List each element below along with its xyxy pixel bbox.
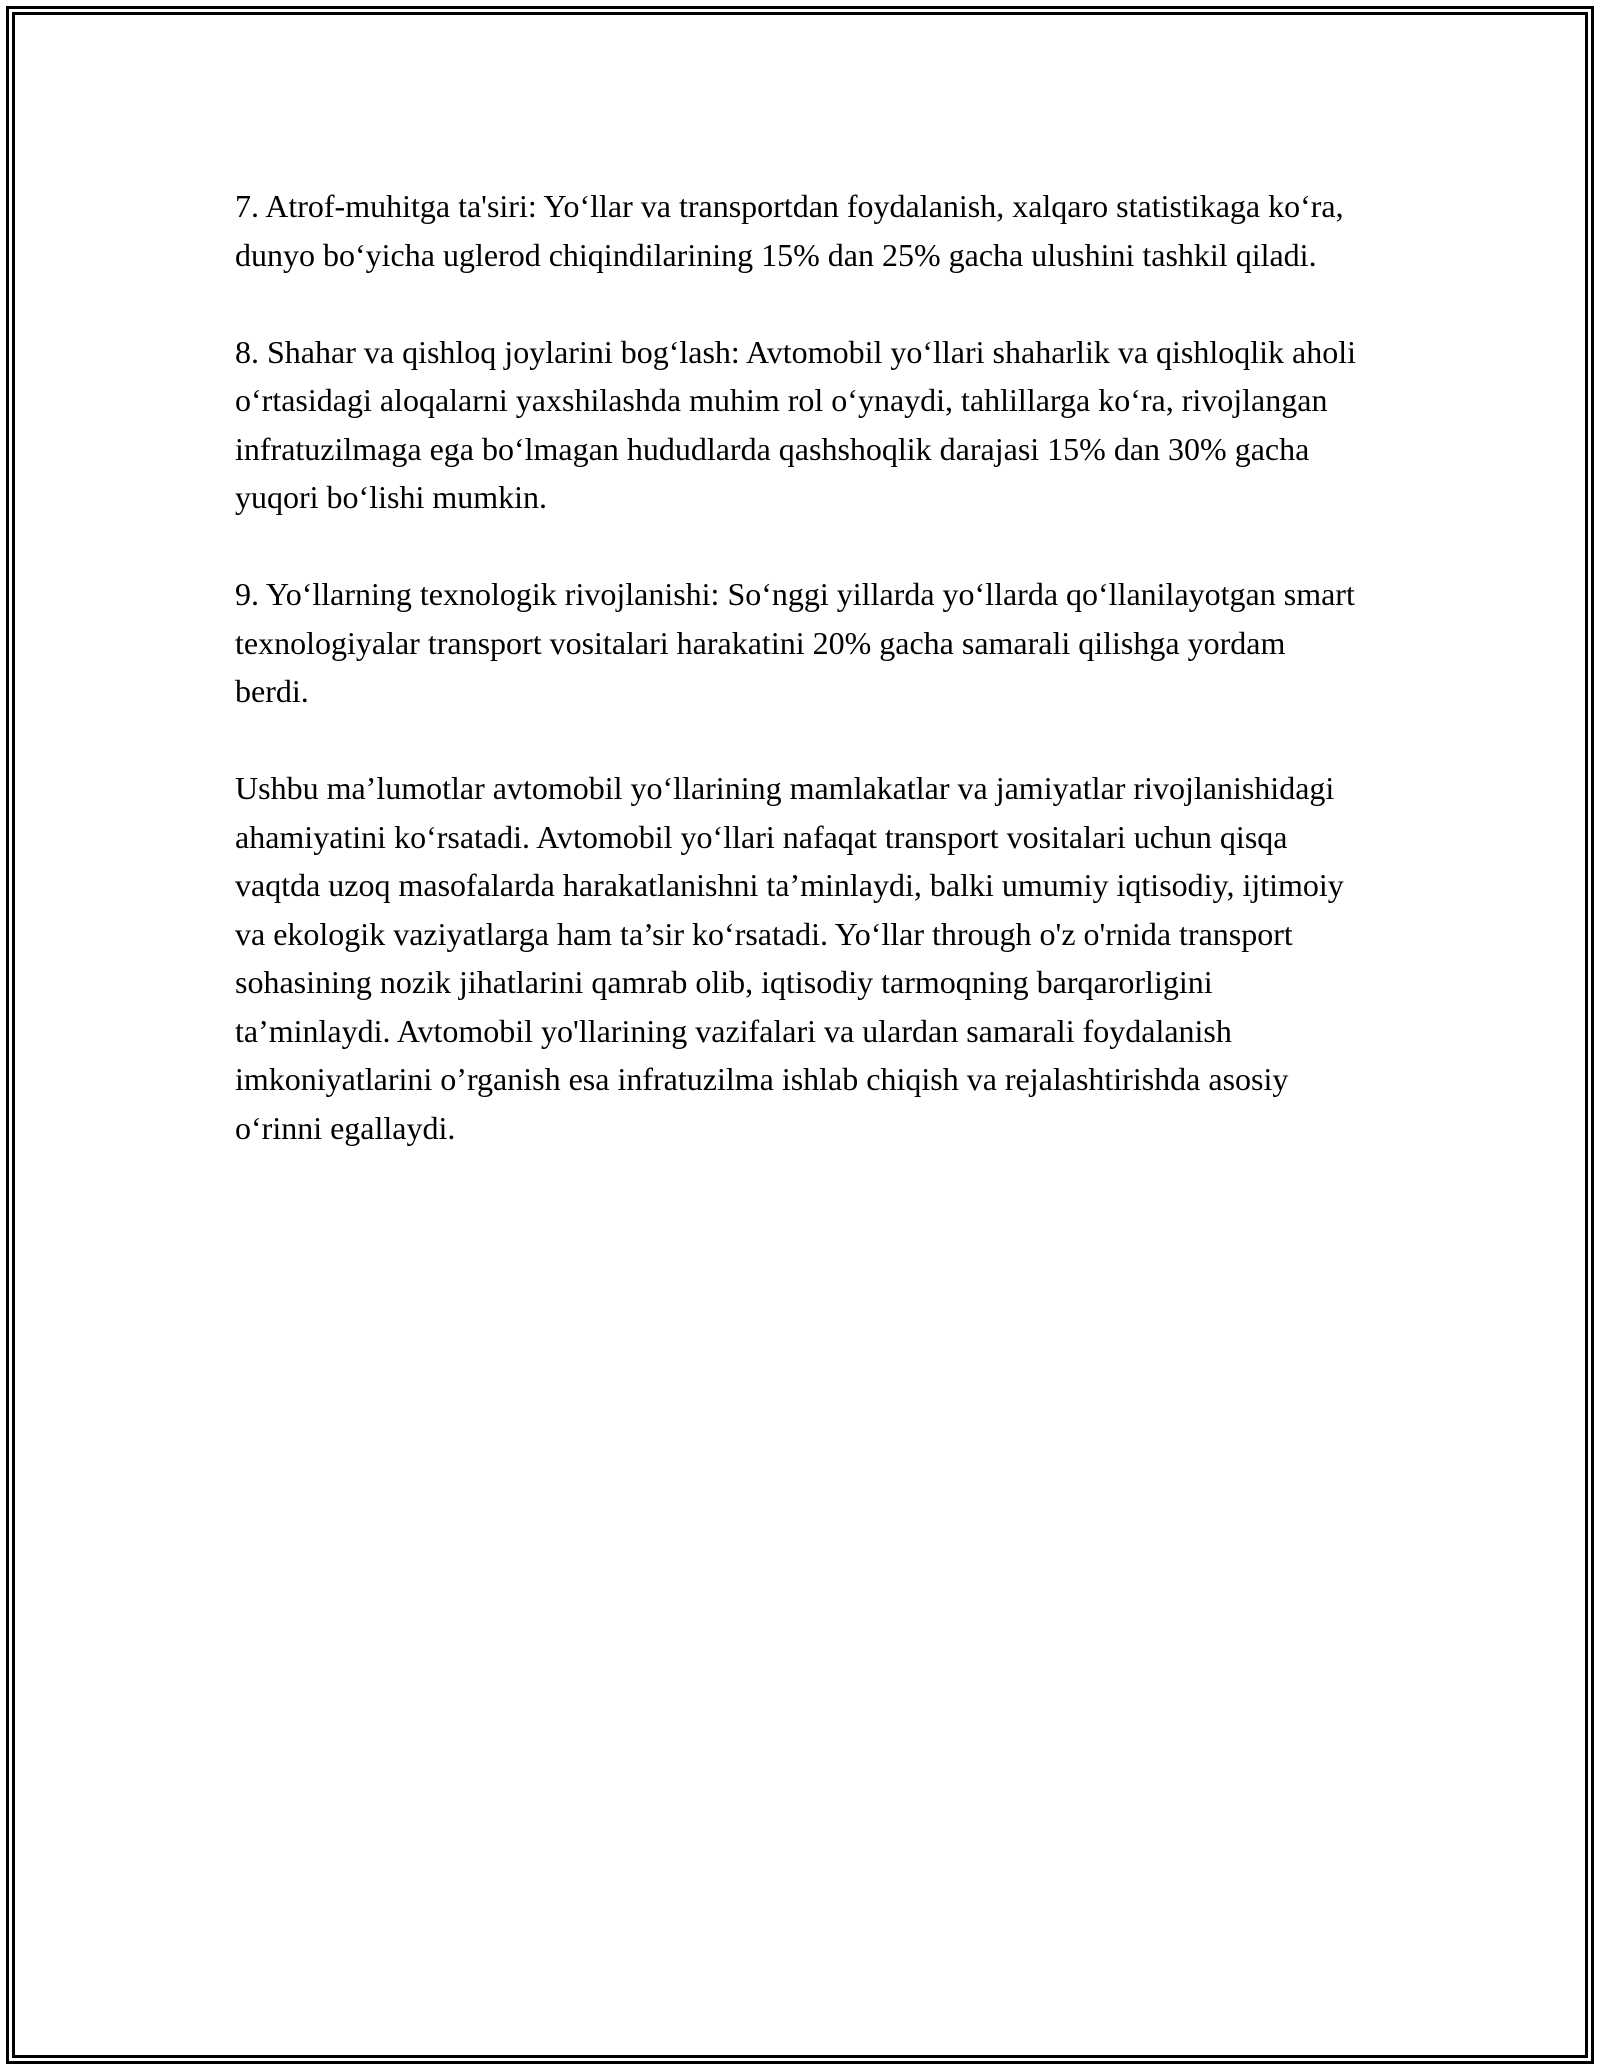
paragraph-conclusion: Ushbu ma’lumotlar avtomobil yo‘llarining mamlakatlar va jamiyatlar rivojlanishidagi ahamiyatini ko‘rsatadi. Avtomobil yo‘llari nafaqat transport vositalari uchun qisqa vaqtda uzoq masofalarda harakatlanishni ta’minlaydi, balki umumiy iqtisodiy, ijtimoiy va ekologik vaziyatlarga ham ta’sir ko‘rsatadi. Yo‘llar through o'z o'rnida transport sohasining nozik jihatlarini qamrab olib, iqtisodiy tarmoqning barqarorligini ta’minlaydi. Avtomobil yo'llarining vazifalari va ulardan samarali foydalanish imkoniyatlarini o’rganish esa infratuzilma ishlab chiqish va rejalashtirishda asosiy o‘rinni egallaydi. (235, 770, 1344, 1146)
paragraph-road-technology: 9. Yo‘llarning texnologik rivojlanishi: So‘nggi yillarda yo‘llarda qo‘llanilayotgan smart texnologiyalar transport vositalari harakatini 20% gacha samarali qilishga yordam berdi. (235, 576, 1355, 709)
paragraph-urban-rural-connection: 8. Shahar va qishloq joylarini bog‘lash: Avtomobil yo‘llari shaharlik va qishloqlik aholi o‘rtasidagi aloqalarni yaxshilashda muhim rol o‘ynaydi, tahlillarga ko‘ra, rivojlangan infratuzilmaga ega bo‘lmagan hududlarda qashshoqlik darajasi 15% dan 30% gacha yuqori bo‘lishi mumkin. (235, 333, 1357, 515)
paragraph-environmental-impact: 7. Atrof-muhitga ta'siri: Yo‘llar va transportdan foydalanish, xalqaro statistikaga ko‘ra, dunyo bo‘yicha uglerod chiqindilarining 15% dan 25% gacha ulushini tashkil qiladi. (235, 188, 1344, 273)
document-body (235, 182, 1365, 1152)
